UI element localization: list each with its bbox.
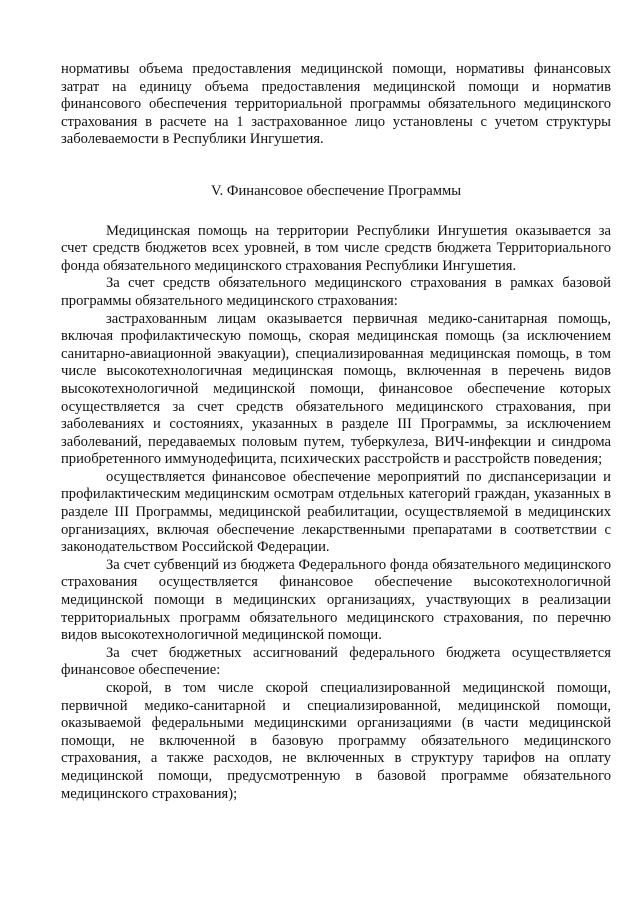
paragraph-3: застрахованным лицам оказывается первичная медико-санитарная помощь, включая профилактическую помощь, скорая медицинская помощь (за исключением санитарно-авиационной эвакуации), специализированная медицинская помощь, в том числе высокотехнологичная медицинская помощь, включенная в перечень видов высокотехнологичной медицинской помощи, финансовое обеспечение которых осуществляется за счет средств обязательного медицинского страхования, при заболеваниях и состояниях, указанных в разделе III Программы, за исключением заболеваний, передаваемых половым путем, туберкулеза, ВИЧ-инфекции и синдрома приобретенного иммунодефицита, психических расстройств и расстройств поведения; bbox=[61, 310, 611, 468]
intro-paragraph: нормативы объема предоставления медицинской помощи, нормативы финансовых затрат на единицу объема предоставления медицинской помощи и норматив финансового обеспечения территориальной программы обязательного медицинского страхования в расчете на 1 застрахованное лицо установлены с учетом структуры заболеваемости в Республики Ингушетия. bbox=[61, 61, 611, 148]
section-heading: V. Финансовое обеспечение Программы bbox=[210, 182, 462, 199]
paragraph-5: За счет субвенций из бюджета Федерального фонда обязательного медицинского страхования осуществляется финансовое обеспечение высокотехнологичной медицинской помощи в медицинских организациях, участвующих в реализации территориальных программ обязательного медицинского страхования, по перечню видов высокотехнологичной медицинской помощи. bbox=[61, 556, 611, 644]
document-page bbox=[61, 61, 611, 803]
paragraph-6: За счет бюджетных ассигнований федерального бюджета осуществляется финансовое обеспечение: bbox=[61, 644, 611, 679]
paragraph-7: скорой, в том числе скорой специализированной медицинской помощи, первичной медико-санитарной и специализированной, медицинской помощи, оказываемой федеральными медицинскими организациями (в части медицинской помощи, не включенной в базовую программу обязательного медицинского страхования, а также расходов, не включенных в структуру тарифов на оплату медицинской помощи, предусмотренную в базовой программе обязательного медицинского страхования); bbox=[61, 680, 611, 802]
paragraph-4: осуществляется финансовое обеспечение мероприятий по диспансеризации и профилактическим медицинским осмотрам отдельных категорий граждан, указанных в разделе III Программы, медицинской реабилитации, осуществляемой в медицинских организациях, включая обеспечение лекарственными препаратами в соответствии с законодательством Российской Федерации. bbox=[61, 468, 611, 556]
paragraph-1: Медицинская помощь на территории Республики Ингушетия оказывается за счет средств бюджетов всех уровней, в том числе средств бюджета Территориального фонда обязательного медицинского страхования Республики Ингушетия. bbox=[61, 222, 611, 274]
paragraph-2: За счет средств обязательного медицинского страхования в рамках базовой программы обязательного медицинского страхования: bbox=[61, 275, 611, 309]
